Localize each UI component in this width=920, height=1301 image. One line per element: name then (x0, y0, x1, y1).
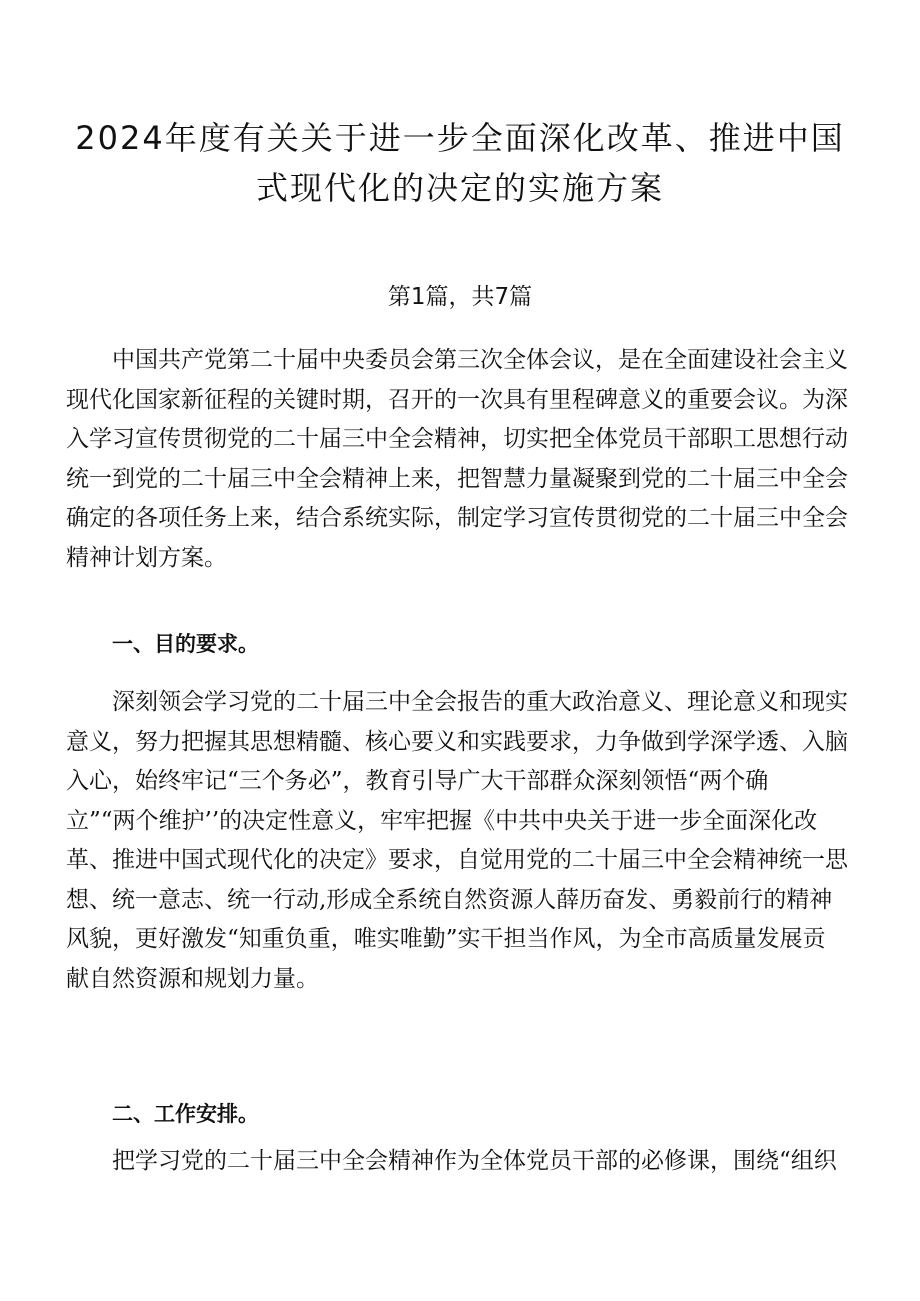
document-title-line-1: 2024年度有关关于进一步全面深化改革、推进中国 (75, 119, 845, 157)
paragraph-line: 立”“两个维护’’的决定性意义，牢牢把握《中共中央关于进一步全面深化改 (66, 807, 818, 834)
paragraph-line: 入心，始终牢记“三个务必”，教育引导广大干部群众深刻领悟“两个确 (66, 768, 769, 794)
section-heading-objectives: 一、目的要求。 (112, 632, 259, 656)
paragraph-line: 深刻领会学习党的二十届三中全会报告的重大政治意义、理论意义和现实 (66, 689, 848, 715)
work-arrangement-paragraph (66, 1142, 866, 1182)
document-title-line-2: 式现代化的决定的实施方案 (255, 169, 664, 207)
paragraph-line: 统一到党的二十届三中全会精神上来，把智慧力量凝聚到党的二十届三中全会 (66, 465, 848, 492)
paragraph-line: 中国共产党第二十届中央委员会第三次全体会议，是在全面建设社会主义 (66, 347, 848, 373)
section-heading-work-arrangement: 二、工作安排。 (112, 1102, 259, 1126)
paragraph-line: 把学习党的二十届三中全会精神作为全体党员干部的必修课，围绕“组织 (66, 1148, 837, 1174)
paragraph-line: 确定的各项任务上来，结合系统实际，制定学习宣传贯彻党的二十届三中全会 (66, 505, 848, 531)
part-indicator: 第1篇，共7篇 (387, 284, 533, 310)
paragraph-line: 献自然资源和规划力量。 (66, 965, 319, 992)
paragraph-line: 想、统一意志、统一行动,形成全系统自然资源人薛历奋发、勇毅前行的精神 (66, 886, 833, 913)
paragraph-line: 现代化国家新征程的关键时期，召开的一次具有里程碑意义的重要会议。为深 (66, 386, 848, 413)
paragraph-line: 意义，努力把握其思想精髓、核心要义和实践要求，力争做到学深学透、入脑 (66, 728, 848, 755)
objectives-paragraph (66, 683, 866, 999)
intro-paragraph (66, 341, 866, 578)
paragraph-line: 精神计划方案。 (66, 544, 227, 571)
paragraph-line: 风貌，更好激发“知重负重，唯实唯勤”实干担当作风，为全市高质量发展贡 (66, 926, 826, 952)
paragraph-line: 革、推进中国式现代化的决定》要求，自觉用党的二十届三中全会精神统一思 (66, 847, 848, 873)
paragraph-line: 入学习宣传贯彻党的二十届三中全会精神，切实把全体党员干部职工思想行动 (66, 426, 848, 452)
